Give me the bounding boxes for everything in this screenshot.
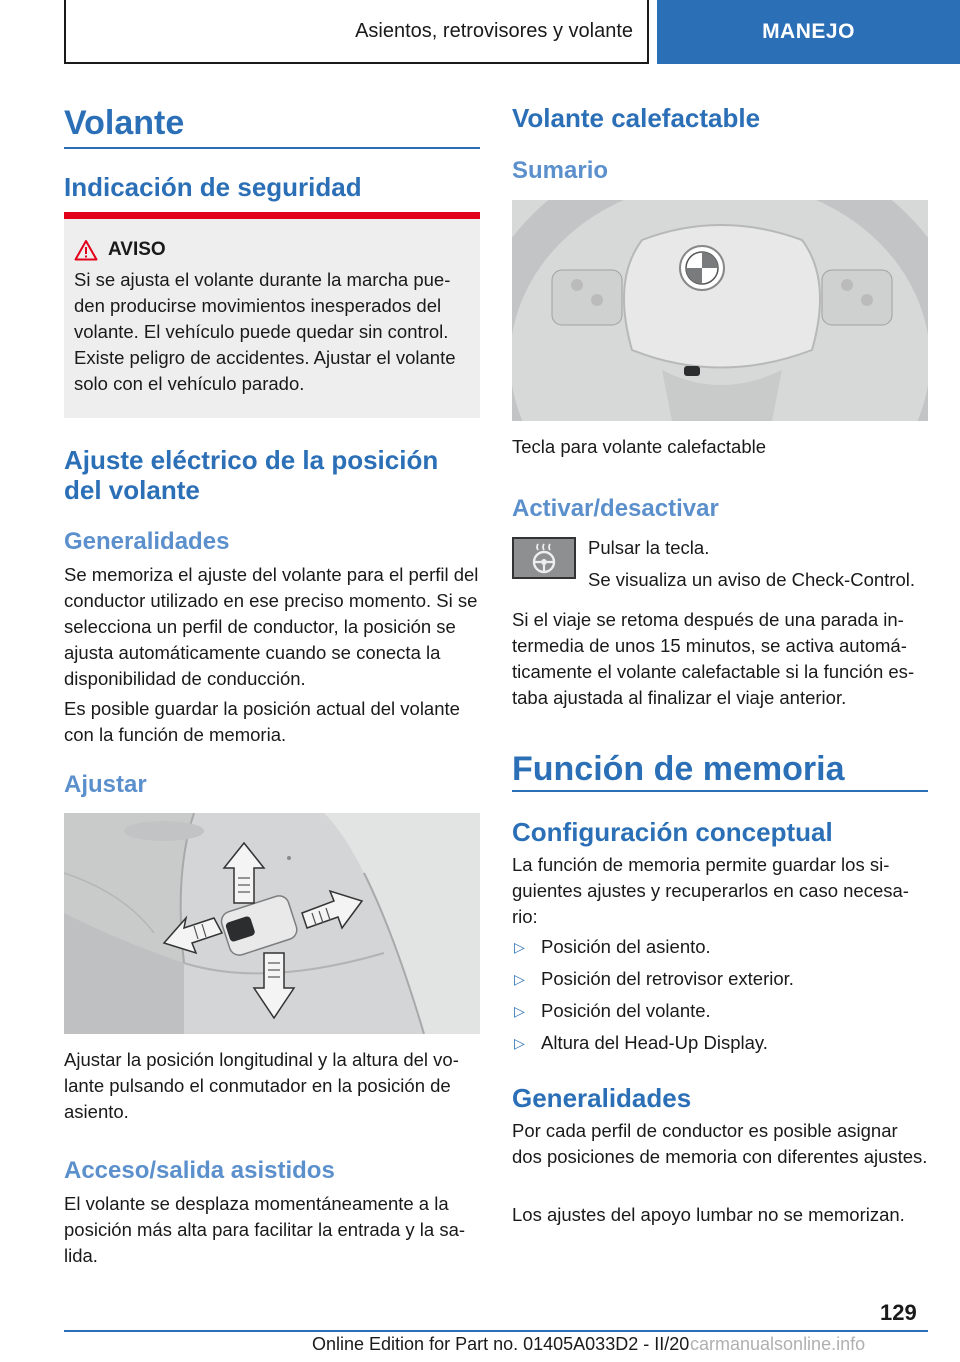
footer-watermark: carmanualsonline.info [690,1334,866,1354]
safety-heading: Indicación de seguridad [64,172,362,202]
access-text: El volante se desplaza momentáneamente a la posición más alta para facilitar la entrada y la salida. [64,1193,466,1266]
footer-edition: Online Edition for Part no. 01405A033D2 - II/20 [312,1334,690,1354]
access-heading: Acceso/salida asistidos [64,1157,335,1184]
general-heading-right: Generalidades [512,1083,692,1113]
warning-box [64,212,480,418]
electric-adjust-heading: Ajuste eléctrico de la posición del volante [64,445,439,505]
adjust-caption: Ajustar la posición longitudinal y la altura del volante pulsando el conmutador en la posición de asiento. [64,1049,459,1122]
activate-step-1: Pulsar la tecla. [588,537,710,558]
page-number: 129 [880,1300,917,1325]
warning-title: AVISO [108,239,166,260]
concept-heading: Configuración conceptual [512,817,833,847]
memory-title: Función de memoria [512,750,845,788]
title-rule [64,147,480,149]
general-paragraph-2: Es posible guardar la posición actual del volante con la función de memoria. [64,698,460,745]
activate-text: Si el viaje se retoma después de una parada intermedia de unos 15 minutos, se activa automáticamente el volante calefactable si la función estaba ajustada al finalizar el viaje anterior. [512,609,915,708]
summary-caption: Tecla para volante calefactable [512,436,767,457]
triangle-bullet-icon: ▷ [514,1003,525,1019]
heated-wheel-title: Volante calefactable [512,103,761,133]
triangle-bullet-icon: ▷ [514,971,525,987]
list-item-text: Posición del retrovisor exterior. [541,968,794,989]
steering-column-illustration [64,813,480,1034]
list-item-text: Posición del volante. [541,1000,711,1021]
list-item [512,1030,928,1056]
general-right-paragraph-1: Por cada perfil de conductor es posible asignar dos posiciones de memoria con diferentes ajustes. [512,1120,928,1167]
list-item [512,934,928,960]
warning-bar [64,212,480,219]
general-right-paragraph-2: Los ajustes del apoyo lumbar no se memorizan. [512,1204,905,1225]
memory-title-rule [512,790,928,792]
heated-wheel-button [512,537,576,579]
header-chapter-tab [657,0,960,64]
general-paragraph-1: Se memoriza el ajuste del volante para el perfil del conductor utilizado en ese preciso momento. Si se selecciona un perfil de conductor, la posición se ajusta automáticamente cuando se conecta la disponibilidad de conducción. [64,564,479,689]
volante-title: Volante [64,104,185,142]
adjust-heading: Ajustar [64,771,147,798]
activate-heading: Activar/desactivar [512,495,719,522]
heated-steering-wheel-icon [527,541,561,575]
activate-step-2: Se visualiza un aviso de Check-Control. [588,569,915,590]
footer-rule [64,1330,928,1332]
triangle-bullet-icon: ▷ [514,1035,525,1051]
concept-text: La función de memoria permite guardar los siguientes ajustes y recuperarlos en caso necesario: [512,854,909,927]
warning-header [64,219,480,261]
general-heading-left: Generalidades [64,528,230,555]
header-section-title: Asientos, retrovisores y volante [355,19,633,42]
list-item [512,998,928,1024]
list-item-text: Altura del Head-Up Display. [541,1032,768,1053]
list-item [512,966,928,992]
header-chapter-title: MANEJO [762,20,855,43]
triangle-bullet-icon: ▷ [514,939,525,955]
summary-heading: Sumario [512,157,609,184]
list-item-text: Posición del asiento. [541,936,711,957]
steering-column-switch-image [64,813,480,1034]
warning-triangle-icon [74,239,98,261]
steering-wheel-illustration [512,200,928,421]
warning-text: Si se ajusta el volante durante la marcha pueden producirse movimientos inesperados del volante. El vehículo puede quedar sin control. Existe peligro de accidentes. Ajustar el volante solo con el vehículo parado. [74,269,456,394]
steering-wheel-image [512,200,928,421]
header-section-tab [64,0,649,64]
concept-list [512,934,928,1056]
